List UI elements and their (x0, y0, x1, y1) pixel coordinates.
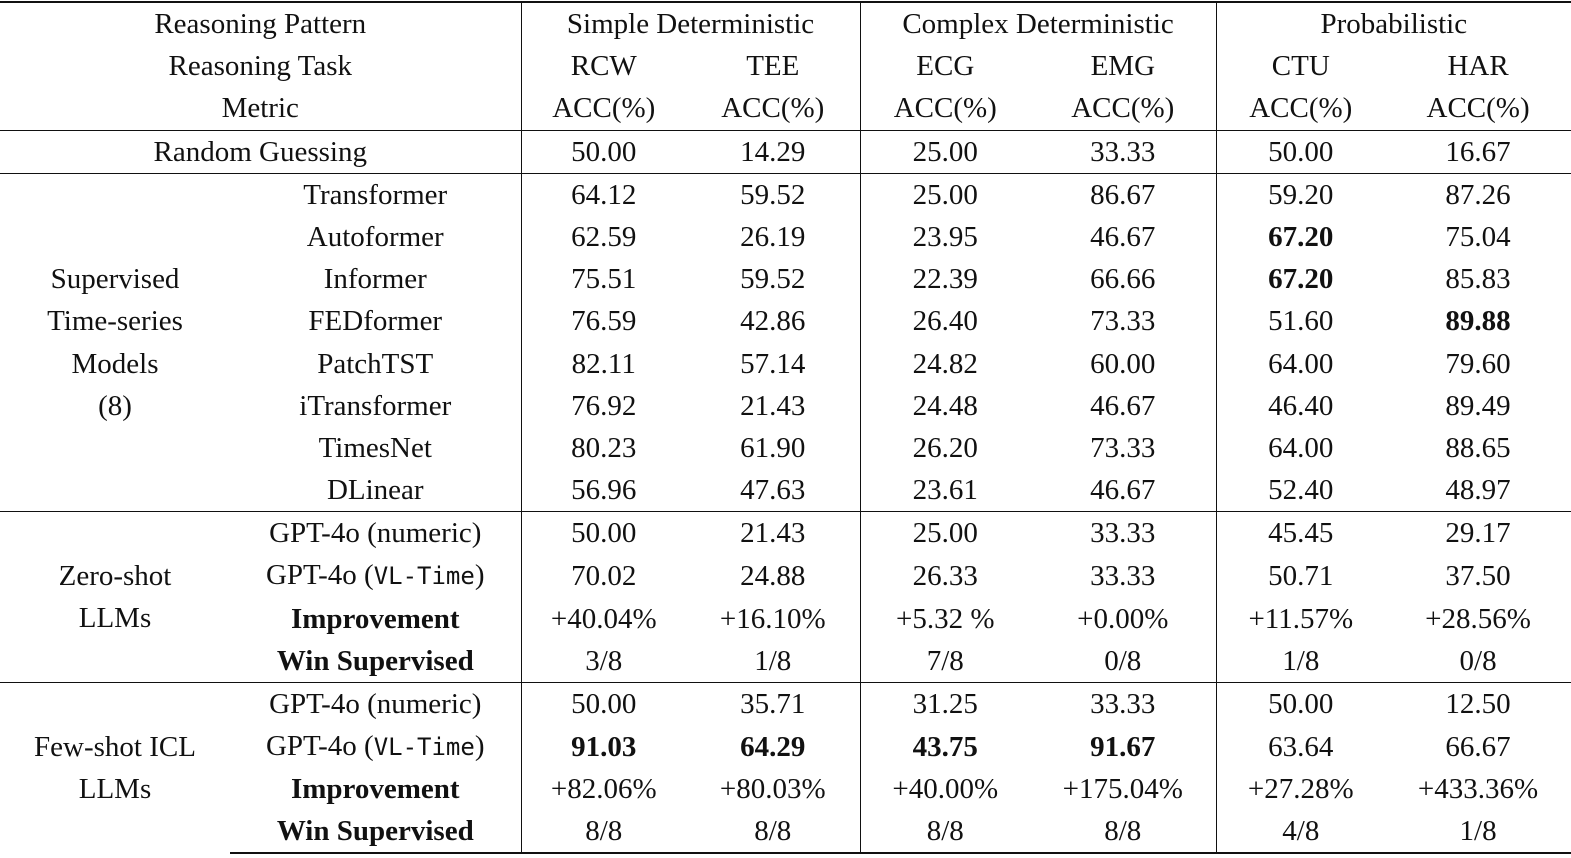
value-cell: 26.40 (860, 300, 1030, 342)
group-label-line: Zero-shot (58, 559, 172, 592)
model-name: Win Supervised (230, 810, 521, 853)
value-cell: 89.49 (1445, 389, 1511, 422)
value-cell: 26.33 (860, 554, 1030, 597)
value-cell: 75.51 (521, 258, 686, 300)
table-row (0, 682, 1571, 725)
table-row (0, 810, 1571, 853)
table-row (0, 343, 1571, 385)
value-cell: 45.45 (1216, 512, 1385, 555)
model-name: iTransformer (299, 389, 452, 422)
table-row (0, 768, 1571, 810)
model-name: GPT-4o (VL-Time) (265, 730, 485, 762)
value-cell: 64.12 (521, 173, 686, 216)
task-ecg: ECG (860, 45, 1030, 87)
value-cell: 31.25 (860, 682, 1030, 725)
value-cell: 47.63 (740, 474, 806, 507)
value-cell: 51.60 (1216, 300, 1385, 342)
task-tee: TEE (746, 50, 800, 83)
value-cell: +433.36% (1417, 773, 1539, 806)
value-cell: 70.02 (521, 554, 686, 597)
value-cell: 62.59 (521, 216, 686, 258)
value-cell: 50.00 (521, 130, 686, 173)
value-cell: 76.92 (521, 385, 686, 427)
method-name: VL-Time (373, 733, 475, 761)
value-cell: +16.10% (719, 602, 826, 635)
model-name: Win Supervised (276, 644, 474, 677)
metric-cell: ACC(%) (1216, 87, 1385, 130)
value-cell: +175.04% (1062, 773, 1183, 806)
pattern-probabilistic: Probabilistic (1216, 2, 1571, 45)
table-row (0, 216, 1571, 258)
table-row (0, 597, 1571, 639)
value-cell: 76.59 (521, 300, 686, 342)
value-cell: 21.43 (686, 512, 860, 555)
table-row (0, 469, 1571, 512)
group-label-line: LLMs (78, 602, 152, 635)
value-cell: 35.71 (686, 682, 860, 725)
metric-cell: ACC(%) (860, 87, 1030, 130)
value-cell: 14.29 (686, 130, 860, 173)
model-name: TimesNet (318, 431, 432, 464)
results-table (0, 1, 1571, 854)
value-cell: 50.00 (1216, 682, 1385, 725)
value-cell: 46.67 (1090, 221, 1156, 254)
value-cell: 64.00 (1216, 343, 1385, 385)
table-body (0, 2, 1571, 853)
value-cell: 26.20 (860, 427, 1030, 469)
value-cell: 43.75 (860, 725, 1030, 768)
value-cell: 0/8 (1104, 644, 1142, 677)
value-cell: 25.00 (860, 173, 1030, 216)
group-label-line: (8) (98, 389, 132, 422)
value-cell: 46.67 (1090, 389, 1156, 422)
header-row-task (0, 45, 1571, 87)
value-cell: 59.52 (740, 263, 806, 296)
value-cell: 8/8 (686, 810, 860, 853)
task-rcw: RCW (521, 45, 686, 87)
value-cell: 33.33 (1030, 682, 1216, 725)
metric-cell: ACC(%) (721, 92, 825, 125)
table-row (0, 300, 1571, 342)
value-cell: 21.43 (740, 389, 806, 422)
model-name: Improvement (290, 602, 460, 635)
pattern-complex: Complex Deterministic (860, 2, 1216, 45)
header-row-pattern (0, 2, 1571, 45)
value-cell: 8/8 (1030, 810, 1216, 853)
value-cell: 59.52 (686, 173, 860, 216)
value-cell: 48.97 (1445, 474, 1511, 507)
pattern-label: Reasoning Pattern (0, 2, 521, 45)
model-name: GPT-4o (VL-Time) (265, 559, 485, 592)
table-row (0, 173, 1571, 216)
value-cell: 25.00 (860, 130, 1030, 173)
value-cell: +82.06% (521, 768, 686, 810)
value-cell: 23.95 (860, 216, 1030, 258)
value-cell: 46.67 (1090, 474, 1156, 507)
model-name: Autoformer (306, 221, 444, 254)
value-cell: 33.33 (1090, 559, 1156, 592)
value-cell: 24.48 (860, 385, 1030, 427)
value-cell: +28.56% (1425, 602, 1531, 635)
value-cell: +40.04% (521, 597, 686, 639)
value-cell: 23.61 (860, 469, 1030, 512)
group-label-line: Few-shot ICL (34, 730, 196, 763)
group-label (0, 682, 230, 853)
table-row (0, 385, 1571, 427)
table-row (0, 725, 1571, 768)
model-name: Transformer (230, 173, 521, 216)
value-cell: 29.17 (1385, 512, 1571, 555)
metric-cell: ACC(%) (1426, 92, 1530, 125)
table-row (0, 554, 1571, 597)
value-cell: 8/8 (860, 810, 1030, 853)
model-name: FEDformer (308, 305, 443, 338)
model-name: PatchTST (317, 347, 434, 380)
value-cell: 3/8 (521, 640, 686, 683)
value-cell: 88.65 (1445, 431, 1511, 464)
value-cell: 50.00 (521, 512, 686, 555)
value-cell: 91.03 (521, 725, 686, 768)
value-cell: 87.26 (1385, 173, 1571, 216)
metric-cell: ACC(%) (521, 87, 686, 130)
value-cell: 26.19 (740, 221, 806, 254)
group-label-line: Supervised (50, 263, 180, 296)
value-cell: 64.00 (1216, 427, 1385, 469)
value-cell: +5.32 % (860, 597, 1030, 639)
table-row (0, 427, 1571, 469)
random-guessing-row (0, 130, 1571, 173)
value-cell: +0.00% (1077, 602, 1169, 635)
value-cell: 24.82 (860, 343, 1030, 385)
value-cell: 50.00 (1216, 130, 1385, 173)
value-cell: 1/8 (1385, 810, 1571, 853)
table-row (0, 640, 1571, 683)
value-cell: 1/8 (1216, 640, 1385, 683)
value-cell: 42.86 (740, 305, 806, 338)
value-cell: 60.00 (1090, 347, 1156, 380)
value-cell: 37.50 (1445, 559, 1511, 592)
table-row (0, 512, 1571, 555)
value-cell: 64.29 (740, 730, 806, 763)
task-ctu: CTU (1216, 45, 1385, 87)
pattern-simple: Simple Deterministic (521, 2, 860, 45)
value-cell: 63.64 (1216, 725, 1385, 768)
value-cell: 0/8 (1459, 644, 1497, 677)
value-cell: 33.33 (1030, 512, 1216, 555)
task-emg: EMG (1090, 50, 1156, 83)
value-cell: 57.14 (740, 347, 806, 380)
value-cell: 66.67 (1445, 730, 1511, 763)
value-cell: 7/8 (860, 640, 1030, 683)
group-label (0, 173, 230, 512)
model-name: Improvement (290, 773, 460, 806)
value-cell: 52.40 (1216, 469, 1385, 512)
value-cell: 16.67 (1385, 130, 1571, 173)
task-label: Reasoning Task (168, 50, 353, 83)
value-cell: 73.33 (1090, 431, 1156, 464)
value-cell: 67.20 (1216, 258, 1385, 300)
value-cell: 86.67 (1030, 173, 1216, 216)
value-cell: 1/8 (754, 644, 792, 677)
group-label (0, 512, 230, 683)
model-name: DLinear (326, 474, 424, 507)
value-cell: 25.00 (860, 512, 1030, 555)
metric-cell: ACC(%) (1071, 92, 1175, 125)
value-cell: 24.88 (740, 559, 806, 592)
group-label-line: Models (71, 347, 159, 380)
model-name: GPT-4o (numeric) (230, 682, 521, 725)
value-cell: 67.20 (1216, 216, 1385, 258)
group-label-line: Time-series (47, 305, 183, 338)
value-cell: 50.71 (1216, 554, 1385, 597)
method-name: VL-Time (373, 562, 475, 591)
value-cell: 12.50 (1385, 682, 1571, 725)
value-cell: 80.23 (521, 427, 686, 469)
model-name: GPT-4o (numeric) (230, 512, 521, 555)
value-cell: +40.00% (860, 768, 1030, 810)
value-cell: 73.33 (1090, 305, 1156, 338)
metric-label: Metric (221, 92, 299, 125)
value-cell: 82.11 (521, 343, 686, 385)
value-cell: 4/8 (1216, 810, 1385, 853)
value-cell: +27.28% (1216, 768, 1385, 810)
value-cell: 75.04 (1445, 221, 1511, 254)
value-cell: +11.57% (1216, 597, 1385, 639)
value-cell: 22.39 (860, 258, 1030, 300)
group-label-line: LLMs (78, 773, 152, 806)
value-cell: 50.00 (521, 682, 686, 725)
value-cell: 61.90 (740, 431, 806, 464)
value-cell: 89.88 (1445, 305, 1511, 338)
value-cell: 33.33 (1030, 130, 1216, 173)
value-cell: 46.40 (1216, 385, 1385, 427)
header-row-metric (0, 87, 1571, 130)
task-har: HAR (1447, 50, 1509, 83)
model-name: Informer (323, 263, 427, 296)
value-cell: 91.67 (1090, 730, 1156, 763)
value-cell: 85.83 (1445, 263, 1511, 296)
value-cell: 8/8 (521, 810, 686, 853)
value-cell: 56.96 (521, 469, 686, 512)
value-cell: 66.66 (1090, 263, 1156, 296)
value-cell: 79.60 (1445, 347, 1511, 380)
value-cell: 59.20 (1216, 173, 1385, 216)
table-row (0, 258, 1571, 300)
value-cell: +80.03% (719, 773, 826, 806)
random-label: Random Guessing (0, 130, 521, 173)
